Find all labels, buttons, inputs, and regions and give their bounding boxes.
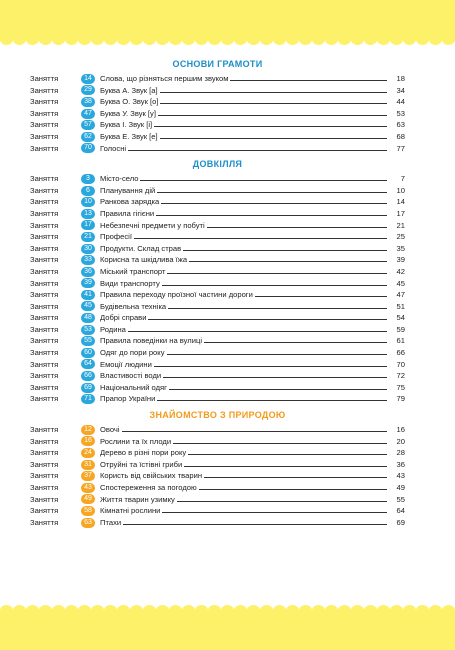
lesson-number-badge: 71 — [81, 394, 95, 404]
lesson-label: Заняття — [30, 108, 59, 118]
page-number: 64 — [396, 506, 405, 516]
lesson-number-badge: 36 — [81, 267, 95, 277]
page-number: 21 — [396, 220, 405, 230]
entry-title: Професії — [100, 232, 132, 242]
entry-title: Овочі — [100, 425, 120, 435]
leader-line — [204, 335, 387, 343]
toc-entry[interactable] — [30, 143, 405, 155]
lesson-label: Заняття — [30, 494, 59, 504]
page-number: 17 — [396, 208, 405, 218]
lesson-label: Заняття — [30, 97, 59, 107]
entry-title: Планування дій — [100, 185, 156, 195]
lesson-label: Заняття — [30, 301, 59, 311]
toc-entry[interactable] — [30, 470, 405, 482]
page-number: 47 — [396, 290, 405, 300]
lesson-label: Заняття — [30, 425, 59, 435]
page-number: 36 — [396, 459, 405, 469]
page-number: 53 — [396, 108, 405, 118]
toc-entry[interactable] — [30, 185, 405, 197]
entry-title: Правила гігієни — [100, 208, 155, 218]
lesson-number-badge: 14 — [81, 74, 95, 84]
toc-entry[interactable] — [30, 482, 405, 494]
page-number: 69 — [396, 517, 405, 527]
entry-title: Правила переходу проїзної частини дороги — [100, 290, 253, 300]
entry-title: Користь від свійських тварин — [100, 471, 203, 481]
toc-entry[interactable] — [30, 196, 405, 208]
toc-entry[interactable] — [30, 289, 405, 301]
lesson-number-badge: 47 — [81, 109, 95, 119]
entry-title: Одяг до пори року — [100, 348, 165, 358]
lesson-label: Заняття — [30, 143, 59, 153]
entry-title: Рослини та їх плоди — [100, 436, 172, 446]
lesson-number-badge: 38 — [81, 97, 95, 107]
toc-entry[interactable] — [30, 312, 405, 324]
page-number: 63 — [396, 120, 405, 130]
page-number: 70 — [396, 359, 405, 369]
page-number: 35 — [396, 243, 405, 253]
toc-entry[interactable] — [30, 505, 405, 517]
entry-title: Правила поведінки на вулиці — [100, 336, 203, 346]
lesson-label: Заняття — [30, 436, 59, 446]
lesson-label: Заняття — [30, 232, 59, 242]
table-of-contents — [30, 58, 405, 528]
entry-title: Міський транспорт — [100, 266, 166, 276]
page-number: 68 — [396, 131, 405, 141]
leader-line — [160, 96, 387, 104]
entry-title: Корисна та шкідлива їжа — [100, 255, 188, 265]
lesson-number-badge: 6 — [81, 186, 95, 196]
lesson-label: Заняття — [30, 290, 59, 300]
toc-entry[interactable] — [30, 447, 405, 459]
lesson-label: Заняття — [30, 266, 59, 276]
lesson-label: Заняття — [30, 197, 59, 207]
page-number: 79 — [396, 394, 405, 404]
entry-title: Буква Е. Звук [е] — [100, 131, 158, 141]
lesson-label: Заняття — [30, 120, 59, 130]
lesson-label: Заняття — [30, 85, 59, 95]
leader-line — [158, 108, 387, 116]
lesson-label: Заняття — [30, 348, 59, 358]
lesson-label: Заняття — [30, 359, 59, 369]
toc-entry[interactable] — [30, 85, 405, 97]
leader-line — [255, 289, 387, 297]
entry-title: Буква У. Звук [у] — [100, 108, 156, 118]
lesson-number-badge: 53 — [81, 325, 95, 335]
page-number: 16 — [396, 425, 405, 435]
leader-line — [160, 85, 387, 93]
leader-line — [162, 278, 387, 286]
page-number: 43 — [396, 471, 405, 481]
leader-line — [157, 185, 387, 193]
lesson-number-badge: 60 — [81, 348, 95, 358]
lesson-label: Заняття — [30, 394, 59, 404]
lesson-number-badge: 33 — [81, 255, 95, 265]
entry-title: Буква О. Звук [о] — [100, 97, 159, 107]
leader-line — [199, 482, 387, 490]
lesson-number-badge: 24 — [81, 448, 95, 458]
leader-line — [177, 494, 387, 502]
leader-line — [123, 517, 387, 525]
top-scalloped-band — [0, 0, 455, 46]
page-number: 54 — [396, 313, 405, 323]
toc-entry[interactable] — [30, 382, 405, 394]
lesson-number-badge: 37 — [81, 471, 95, 481]
page-number: 77 — [396, 143, 405, 153]
entry-title: Будівельна техніка — [100, 301, 167, 311]
lesson-label: Заняття — [30, 382, 59, 392]
page-number: 45 — [396, 278, 405, 288]
lesson-label: Заняття — [30, 278, 59, 288]
toc-entry[interactable] — [30, 436, 405, 448]
page-number: 34 — [396, 85, 405, 95]
entry-title: Небезпечні предмети у побуті — [100, 220, 205, 230]
lesson-label: Заняття — [30, 448, 59, 458]
entry-title: Національний одяг — [100, 382, 167, 392]
leader-line — [188, 447, 387, 455]
entry-title: Отруйні та їстівні гриби — [100, 459, 183, 469]
leader-line — [167, 347, 388, 355]
leader-line — [169, 382, 387, 390]
leader-line — [189, 254, 387, 262]
leader-line — [154, 119, 387, 127]
toc-entry[interactable] — [30, 459, 405, 471]
lesson-label: Заняття — [30, 483, 59, 492]
toc-entry[interactable] — [30, 494, 405, 506]
entry-title: Місто-село — [100, 174, 139, 184]
entry-title: Родина — [100, 324, 126, 334]
lesson-label: Заняття — [30, 208, 59, 218]
leader-line — [168, 301, 387, 309]
page-number: 10 — [396, 185, 405, 195]
lesson-number-badge: 48 — [81, 313, 95, 323]
lesson-number-badge: 55 — [81, 336, 95, 346]
lesson-label: Заняття — [30, 313, 59, 323]
toc-entry[interactable] — [30, 254, 405, 266]
page-number: 59 — [396, 324, 405, 334]
toc-entry[interactable] — [30, 243, 405, 255]
lesson-number-badge: 49 — [81, 494, 95, 504]
entry-title: Продукти. Склад страв — [100, 243, 182, 253]
leader-line — [156, 208, 387, 216]
page-number: 25 — [396, 232, 405, 242]
leader-line — [160, 131, 387, 139]
entry-title: Емоції людини — [100, 359, 152, 369]
lesson-label: Заняття — [30, 255, 59, 265]
page-number: 72 — [396, 371, 405, 381]
toc-entry[interactable] — [30, 266, 405, 278]
page-number: 51 — [396, 301, 405, 311]
entry-title: Види транспорту — [100, 278, 160, 288]
lesson-number-badge: 12 — [81, 425, 95, 435]
leader-line — [154, 359, 387, 367]
page-number: 18 — [396, 74, 405, 83]
leader-line — [157, 393, 387, 401]
page-number: 7 — [400, 174, 405, 184]
entry-title: Дерево в різні пори року — [100, 448, 187, 458]
page-number: 20 — [396, 436, 405, 446]
lesson-number-badge: 63 — [81, 518, 95, 528]
lesson-number-badge: 41 — [81, 290, 95, 300]
lesson-label: Заняття — [30, 506, 59, 516]
entry-title: Ранкова зарядка — [100, 197, 160, 207]
toc-entry[interactable] — [30, 231, 405, 243]
lesson-label: Заняття — [30, 174, 59, 184]
lesson-number-badge: 29 — [81, 85, 95, 95]
page-number: 75 — [396, 382, 405, 392]
toc-entry[interactable] — [30, 347, 405, 359]
leader-line — [161, 196, 387, 204]
entry-title: Властивості води — [100, 371, 162, 381]
toc-entry[interactable] — [30, 335, 405, 347]
toc-entry[interactable] — [30, 393, 405, 405]
lesson-number-badge: 58 — [81, 506, 95, 516]
lesson-number-badge: 69 — [81, 383, 95, 393]
toc-entry[interactable] — [30, 324, 405, 336]
section-title: ЗНАЙОМСТВО З ПРИРОДОЮ — [149, 410, 286, 421]
lesson-label: Заняття — [30, 185, 59, 195]
page-number: 39 — [396, 255, 405, 265]
section-title: ОСНОВИ ГРАМОТИ — [172, 59, 263, 69]
toc-entry[interactable] — [30, 173, 405, 185]
lesson-label: Заняття — [30, 324, 59, 334]
page-number: 66 — [396, 348, 405, 358]
entry-title: Буква А. Звук [а] — [100, 85, 158, 95]
entry-title: Прапор України — [100, 394, 156, 404]
entry-title: Життя тварин узимку — [100, 494, 175, 504]
entry-title: Спостереження за погодою — [100, 483, 197, 492]
page-number: 61 — [396, 336, 405, 346]
page-number: 28 — [396, 448, 405, 458]
entry-title: Кімнатні рослини — [100, 506, 161, 516]
leader-line — [134, 231, 387, 239]
lesson-number-badge: 13 — [81, 209, 95, 219]
lesson-number-badge: 43 — [81, 483, 95, 493]
lesson-number-badge: 16 — [81, 436, 95, 446]
leader-line — [184, 459, 387, 467]
toc-entry[interactable] — [30, 424, 405, 436]
lesson-number-badge: 17 — [81, 220, 95, 230]
lesson-number-badge: 30 — [81, 244, 95, 254]
leader-line — [207, 220, 387, 228]
leader-line — [167, 266, 387, 274]
toc-entry[interactable] — [30, 220, 405, 232]
lesson-number-badge: 66 — [81, 371, 95, 381]
lesson-number-badge: 70 — [81, 143, 95, 153]
page-number: 55 — [396, 494, 405, 504]
page-number: 44 — [396, 97, 405, 107]
lesson-label: Заняття — [30, 220, 59, 230]
leader-line — [183, 243, 387, 251]
lesson-number-badge: 31 — [81, 460, 95, 470]
lesson-number-badge: 62 — [81, 132, 95, 142]
leader-line — [204, 470, 387, 478]
toc-entry[interactable] — [30, 119, 405, 131]
leader-line — [122, 424, 387, 432]
leader-line — [163, 370, 387, 378]
lesson-label: Заняття — [30, 371, 59, 381]
lesson-number-badge: 21 — [81, 232, 95, 242]
lesson-number-badge: 3 — [81, 174, 95, 184]
lesson-label: Заняття — [30, 471, 59, 481]
toc-entry[interactable] — [30, 131, 405, 143]
leader-line — [128, 324, 387, 332]
toc-entry[interactable] — [30, 108, 405, 120]
toc-entry[interactable] — [30, 301, 405, 313]
entry-title: Добрі справи — [100, 313, 147, 323]
toc-entry[interactable] — [30, 278, 405, 290]
lesson-label: Заняття — [30, 74, 59, 83]
lesson-number-badge: 10 — [81, 197, 95, 207]
toc-entry[interactable] — [30, 517, 405, 529]
leader-line — [173, 436, 387, 444]
toc-entry[interactable] — [30, 370, 405, 382]
toc-sections — [30, 58, 405, 528]
page-number: 49 — [396, 483, 405, 492]
toc-entry[interactable] — [30, 73, 405, 85]
section-title: ДОВКІЛЛЯ — [192, 159, 243, 170]
bottom-scalloped-band — [0, 604, 455, 650]
page-number: 42 — [396, 266, 405, 276]
toc-entry[interactable] — [30, 359, 405, 371]
lesson-label: Заняття — [30, 336, 59, 346]
lesson-label: Заняття — [30, 243, 59, 253]
leader-line — [128, 143, 387, 151]
toc-entry[interactable] — [30, 96, 405, 108]
lesson-number-badge: 64 — [81, 359, 95, 369]
entry-title: Буква І. Звук [і] — [100, 120, 153, 130]
lesson-label: Заняття — [30, 131, 59, 141]
page-number: 14 — [396, 197, 405, 207]
leader-line — [230, 73, 387, 81]
entry-title: Птахи — [100, 517, 122, 527]
entry-title: Слова, що різняться першим звуком — [100, 74, 229, 83]
leader-line — [148, 312, 387, 320]
leader-line — [162, 505, 387, 513]
lesson-label: Заняття — [30, 517, 59, 527]
leader-line — [140, 173, 387, 181]
lesson-number-badge: 57 — [81, 120, 95, 130]
lesson-number-badge: 45 — [81, 301, 95, 311]
entry-title: Голосні — [100, 143, 127, 153]
lesson-label: Заняття — [30, 459, 59, 469]
lesson-number-badge: 39 — [81, 278, 95, 288]
toc-entry[interactable] — [30, 208, 405, 220]
